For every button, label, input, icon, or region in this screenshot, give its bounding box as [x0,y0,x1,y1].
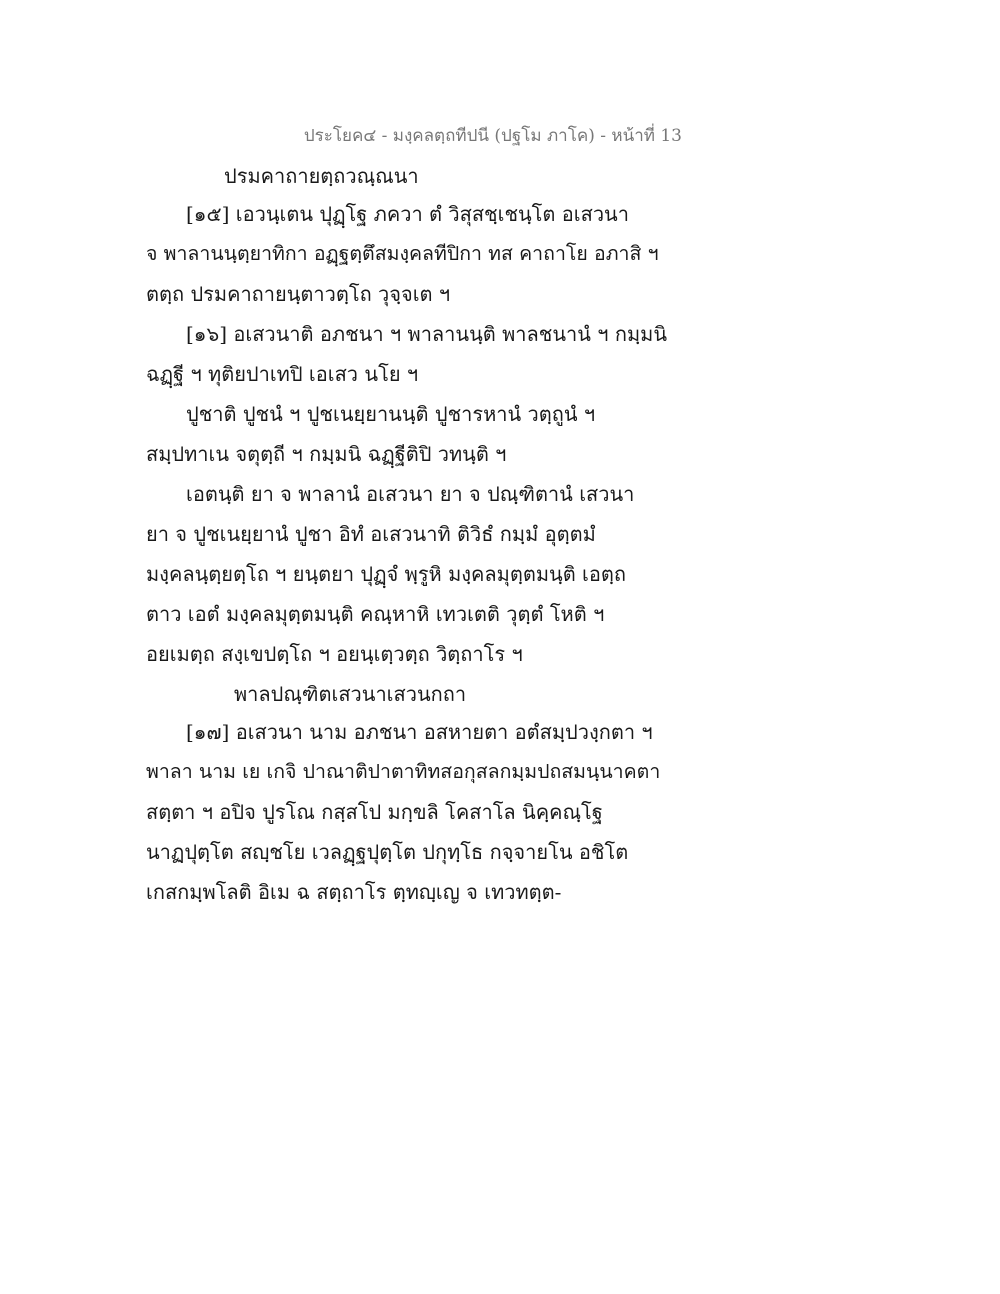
paragraph-line: [๑๕] เอวนฺเตน ปุฏฺโฐ ภควา ตํ วิสุสชฺเชนฺโต อเสวนา [186,202,629,226]
paragraph-line: เกสกมฺพโลติ อิเม ฉ สตฺถาโร ตฺทญฺเญ จ เทวทตฺต- [146,880,562,904]
paragraph-line: ตาว เอตํ มงฺคลมุตฺตมนฺติ คณฺหาหิ เทวเตติ วุตฺตํ โหติ ฯ [146,602,605,626]
paragraph-line: พาลา นาม เย เกจิ ปาณาติปาตาทิทสอกุสลกมฺมปถสมนฺนาคตา [146,760,661,783]
paragraph-line: จ พาลานนฺตฺยาทิกา อฏฺฐตฺตึสมงฺคลทีปิกา ทส คาถาโย อภาสิ ฯ [146,242,659,265]
paragraph-line: สตฺตา ฯ อปิจ ปูรโณ กสฺสโป มกฺขลิ โคสาโล นิคฺคณฺโฐ [146,800,603,824]
paragraph-line: [๑๗] อเสวนา นาม อภชนา อสหายตา อตํสมฺปวงฺกตา ฯ [186,720,653,744]
paragraph-line: เอตนฺติ ยา จ พาลานํ อเสวนา ยา จ ปณฺฑิตานํ เสวนา [186,482,635,506]
paragraph-line: มงฺคลนฺตฺยตฺโถ ฯ ยนฺตยา ปุฏฺจํ พฺรูหิ มงฺคลมุตฺตมนฺติ เอตฺถ [146,562,626,586]
paragraph-line: ยา จ ปูชเนยฺยานํ ปูชา อิทํ อเสวนาทิ ติวิธํ กมฺมํ อุตฺตมํ [146,522,596,546]
paragraph-line: [๑๖] อเสวนาติ อภชนา ฯ พาลานนฺติ พาลชนานํ ฯ กมฺมนิ [186,322,668,346]
section-heading: ปรมคาถายตฺถวณฺณนา [224,164,419,188]
section-heading: พาลปณฺฑิตเสวนาเสวนกถา [234,682,467,706]
paragraph-line: อยเมตฺถ สงฺเขปตฺโถ ฯ อยนฺเตฺวตฺถ วิตฺถาโร ฯ [146,642,523,666]
paragraph-line: ปูชาติ ปูชนํ ฯ ปูชเนยฺยานนฺติ ปูชารหานํ วตฺถูนํ ฯ [186,402,596,426]
running-header: ประโยค๔ - มงฺคลตฺถทีปนี (ปฐโม ภาโค) - หน้าที่ 13 [303,126,682,146]
paragraph-line: นาฏปุตฺโต สญฺชโย เวลฏฺฐปุตฺโต ปกุทฺโธ กจฺจายโน อชิโต [146,840,629,864]
paragraph-line: ตตฺถ ปรมคาถายนฺตาวตฺโถ วุจฺจเต ฯ [146,282,451,306]
paragraph-line: ฉฏฺฐี ฯ ทุติยปาเทปิ เอเสว นโย ฯ [146,362,419,386]
paragraph-line: สมฺปทาเน จตุตฺถี ฯ กมฺมนิ ฉฏฺฐีติปิ วทนฺติ ฯ [146,442,507,466]
